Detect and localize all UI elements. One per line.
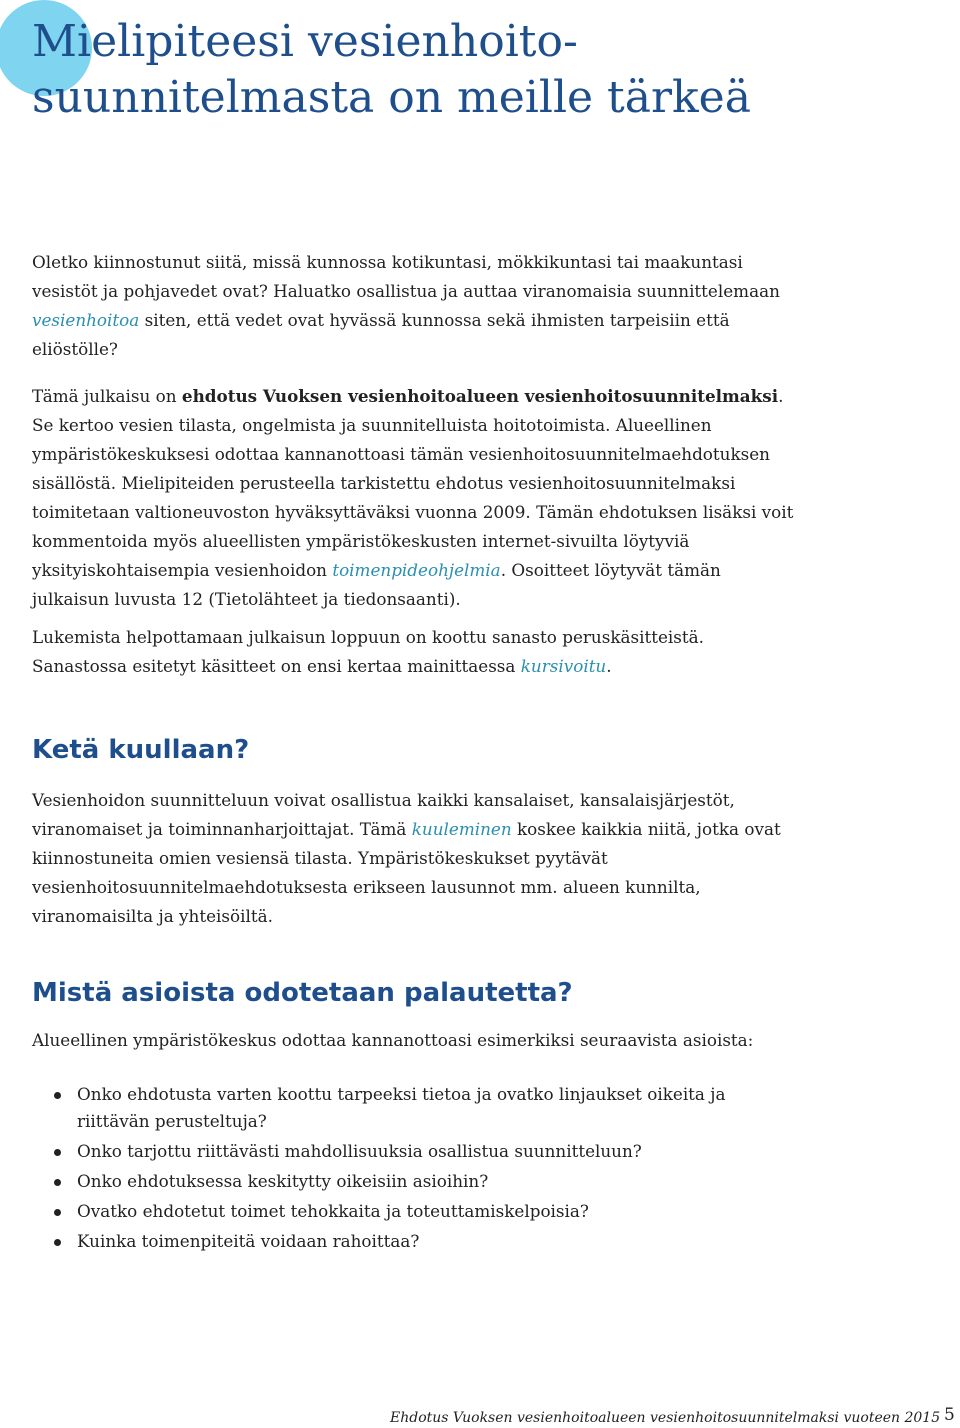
intro-paragraph-1 xyxy=(32,248,802,364)
section1-text-a: Vesienhoidon suunnitteluun voivat osallistua kaikki kansalaiset, kansalaisjärjestöt, viranomaiset ja toiminnanharjoittajat. Tämä xyxy=(32,790,735,839)
page-title xyxy=(32,14,751,126)
term-kursivoitu: kursivoitu xyxy=(520,656,607,676)
list-item xyxy=(32,1168,802,1195)
intro-p2-text-b: . Se kertoo vesien tilasta, ongelmista ja suunnitelluista hoitotoimista. Alueellinen ympäristökeskuksesi odottaa kannanottoasi tämän vesienhoitosuunnitelmaehdotuksen sisällöstä. Mielipiteiden perusteella tarkistettu ehdotus vesienhoitosuunnitelmaksi toimitetaan valtioneuvoston hyväksyttäväksi vuonna 2009. Tämän ehdotuksen lisäksi voit kommentoida myös alueellisten ympäristökeskusten internet-sivuilta löytyviä yksityiskohtaisempia vesienhoidon xyxy=(32,386,794,580)
intro-paragraph-3 xyxy=(32,623,802,681)
intro-p2-text-a: Tämä julkaisu on xyxy=(32,386,182,406)
intro-p3-text-b: . xyxy=(606,656,612,676)
bullet-icon xyxy=(54,1149,61,1156)
list-item-text: Onko ehdotuksessa keskitytty oikeisiin asioihin? xyxy=(77,1171,489,1191)
term-vesienhoitoa: vesienhoitoa xyxy=(32,310,140,330)
section1-paragraph xyxy=(32,786,802,931)
intro-p2-text-c: . Osoitteet löytyvät tämän julkaisun luvusta 12 (Tietolähteet ja tiedonsaanti). xyxy=(32,560,721,609)
term-toimenpideohjelmia: toimenpideohjelmia xyxy=(332,560,501,580)
list-item xyxy=(32,1228,802,1255)
intro-p3-text-a: Lukemista helpottamaan julkaisun loppuun on koottu sanasto peruskäsitteistä. Sanastossa esitetyt käsitteet on ensi kertaa mainittaessa xyxy=(32,627,704,676)
bullet-icon xyxy=(54,1239,61,1246)
intro-p1-text-b: siten, että vedet ovat hyvässä kunnossa sekä ihmisten tarpeisiin että eliöstölle? xyxy=(32,310,730,359)
list-item xyxy=(32,1081,802,1135)
term-kuuleminen: kuuleminen xyxy=(411,819,512,839)
feedback-question-list xyxy=(32,1081,802,1258)
bullet-icon xyxy=(54,1209,61,1216)
page-title-line-1: Mielipiteesi vesienhoito- xyxy=(32,16,578,67)
list-item xyxy=(32,1198,802,1225)
list-item xyxy=(32,1138,802,1165)
page-title-line-2: suunnitelmasta on meille tärkeä xyxy=(32,72,751,123)
page-number: 5 xyxy=(944,1405,955,1425)
bullet-icon xyxy=(54,1179,61,1186)
list-item-text: Onko tarjottu riittävästi mahdollisuuksia osallistua suunnitteluun? xyxy=(77,1141,642,1161)
intro-p1-text-a: Oletko kiinnostunut siitä, missä kunnossa kotikuntasi, mökkikuntasi tai maakuntasi vesistöt ja pohjavedet ovat? Haluatko osallistua ja auttaa viranomaisia suunnittelemaan xyxy=(32,252,780,301)
intro-paragraph-2 xyxy=(32,382,802,614)
section-heading-who: Ketä kuullaan? xyxy=(32,735,250,765)
bullet-icon xyxy=(54,1092,61,1099)
section-heading-feedback: Mistä asioista odotetaan palautetta? xyxy=(32,978,573,1008)
section1-text-b: koskee kaikkia niitä, jotka ovat kiinnostuneita omien vesiensä tilasta. Ympäristökeskukset pyytävät vesienhoitosuunnitelmaehdotuksesta erikseen lausunnot mm. alueen kunnilta, viranomaisilta ja yhteisöiltä. xyxy=(32,819,781,926)
list-item-text: Kuinka toimenpiteitä voidaan rahoittaa? xyxy=(77,1231,420,1251)
list-item-text: Onko ehdotusta varten koottu tarpeeksi tietoa ja ovatko linjaukset oikeita ja riittävän perusteltuja? xyxy=(77,1084,726,1131)
proposal-name-bold: ehdotus Vuoksen vesienhoitoalueen vesienhoitosuunnitelmaksi xyxy=(181,386,779,406)
list-item-text: Ovatko ehdotetut toimet tehokkaita ja toteuttamiskelpoisia? xyxy=(77,1201,589,1221)
running-footer: Ehdotus Vuoksen vesienhoitoalueen vesienhoitosuunnitelmaksi vuoteen 2015 xyxy=(390,1410,941,1426)
section2-intro: Alueellinen ympäristökeskus odottaa kannanottoasi esimerkiksi seuraavista asioista: xyxy=(32,1030,754,1050)
